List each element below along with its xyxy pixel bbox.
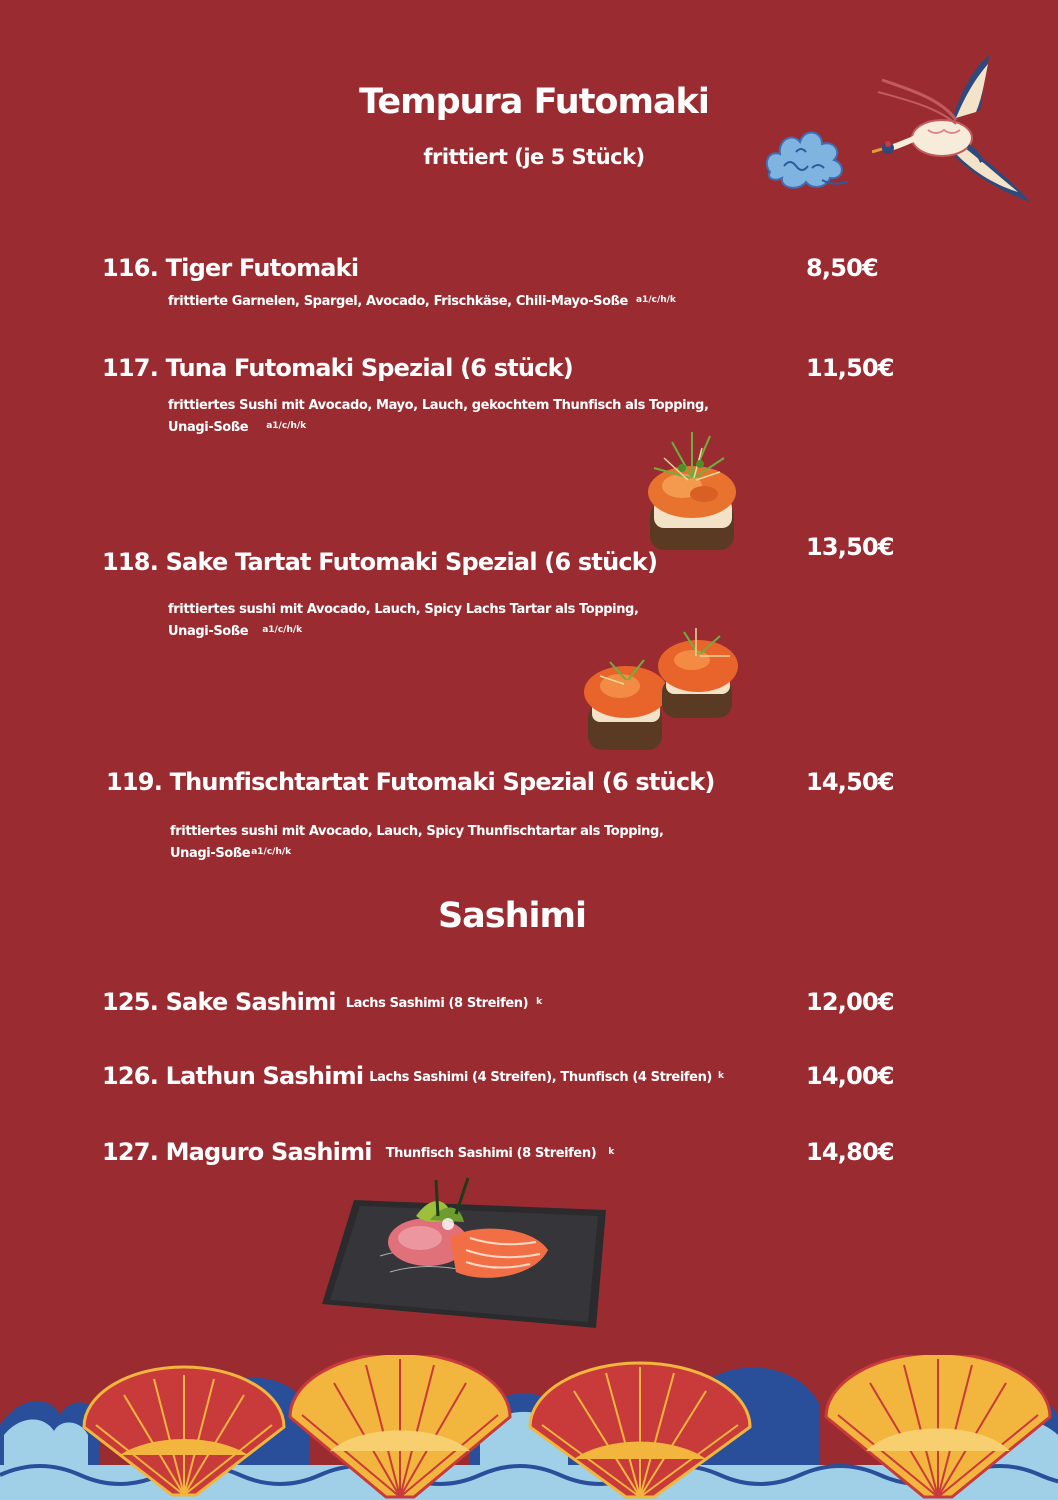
description-line: frittiertes sushi mit Avocado, Lauch, Spicy Lachs Tartar als Topping, (168, 602, 639, 617)
menu-item-name: 125. Sake Sashimi (102, 988, 336, 1016)
futomaki-photo (580, 626, 750, 756)
description-line: Unagi-Soße (168, 624, 249, 639)
menu-item-price: 12,00€ (806, 988, 894, 1016)
fan-border-decoration (0, 1355, 1058, 1500)
menu-item-description (168, 290, 728, 312)
description-line: frittierte Garnelen, Spargel, Avocado, Frischkäse, Chili-Mayo-Soße (168, 294, 628, 309)
menu-item-price: 14,50€ (806, 768, 894, 796)
menu-item-description: Lachs Sashimi (4 Streifen), Thunfisch (4 Streifen) (369, 1070, 712, 1085)
section-title-sashimi: Sashimi (437, 896, 587, 936)
crane-icon (872, 50, 1032, 206)
menu-item-price: 14,00€ (806, 1062, 894, 1090)
description-line: Unagi-Soße (170, 846, 251, 861)
sashimi-photo (320, 1176, 610, 1328)
menu-item-price: 14,80€ (806, 1138, 894, 1166)
section-title-tempura: Tempura Futomaki (359, 82, 709, 122)
cloud-icon (760, 122, 852, 196)
section-subtitle: frittiert (je 5 Stück) (423, 145, 645, 169)
menu-item-price: 11,50€ (806, 354, 894, 382)
menu-item-name: 127. Maguro Sashimi (102, 1138, 372, 1166)
menu-item-name: 116. Tiger Futomaki (102, 254, 359, 282)
description-line: Unagi-Soße (168, 420, 249, 435)
futomaki-photo (632, 428, 744, 554)
sashimi-item (102, 988, 541, 1016)
allergen-codes: a1/c/h/k (635, 295, 676, 305)
menu-item-name: 117. Tuna Futomaki Spezial (6 stück) (102, 354, 573, 382)
sashimi-item (102, 1138, 613, 1166)
description-line: frittiertes sushi mit Avocado, Lauch, Spicy Thunfischtartar als Topping, (170, 824, 664, 839)
allergen-codes: a1/c/h/k (262, 625, 303, 635)
sashimi-item (102, 1062, 723, 1090)
description-line: frittiertes Sushi mit Avocado, Mayo, Lauch, gekochtem Thunfisch als Topping, (168, 398, 709, 413)
allergen-codes: k (717, 1071, 724, 1081)
allergen-codes: a1/c/h/k (251, 847, 292, 857)
menu-item-price: 13,50€ (806, 533, 894, 561)
allergen-codes: k (608, 1147, 614, 1157)
menu-item-name: 119. Thunfischtartat Futomaki Spezial (6 stück) (106, 768, 715, 796)
allergen-codes: k (536, 997, 542, 1007)
menu-item-name: 118. Sake Tartat Futomaki Spezial (6 stück) (102, 548, 658, 576)
menu-item-description: Thunfisch Sashimi (8 Streifen) (385, 1146, 597, 1161)
menu-item-description (170, 822, 730, 864)
allergen-codes: a1/c/h/k (266, 421, 307, 431)
menu-item-description: Lachs Sashimi (8 Streifen) (345, 996, 529, 1011)
menu-item-name: 126. Lathun Sashimi (102, 1062, 364, 1090)
menu-item-price: 8,50€ (806, 254, 878, 282)
